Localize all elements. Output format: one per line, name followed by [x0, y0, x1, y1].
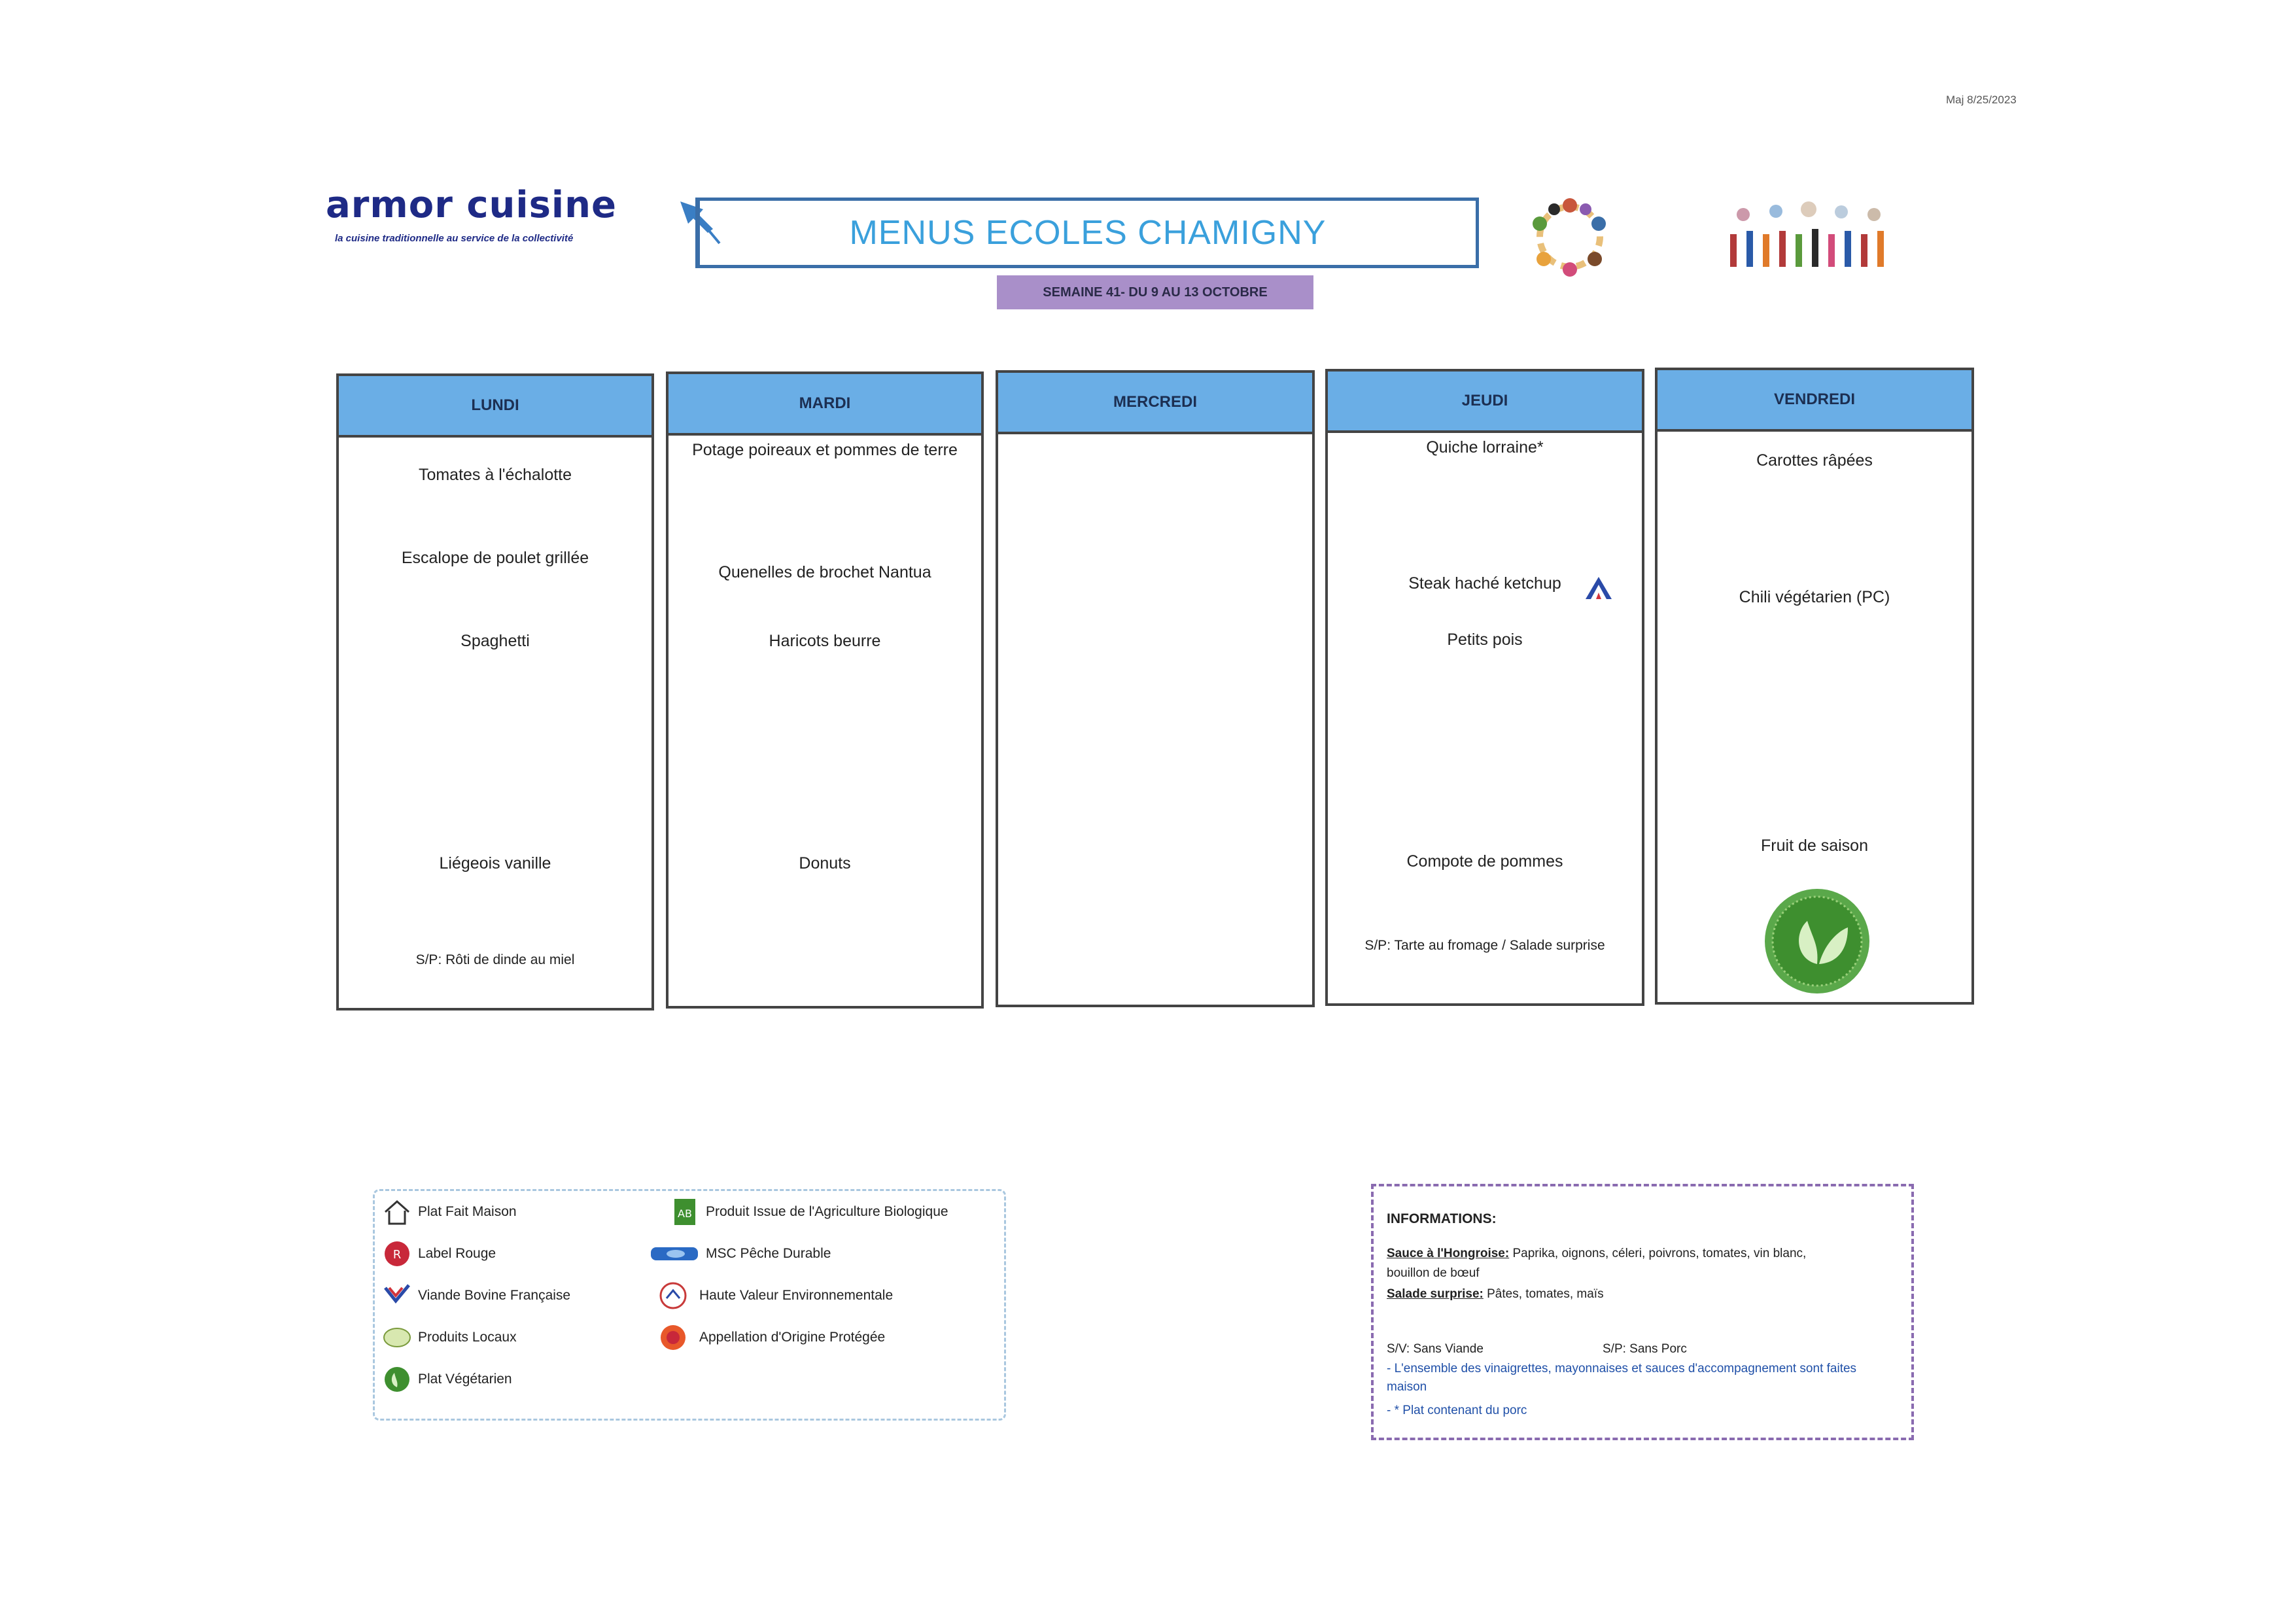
viande-bovine-icon	[383, 1281, 411, 1310]
menu-item: Spaghetti	[460, 632, 530, 650]
legend-item	[653, 1281, 893, 1310]
brand-tagline: la cuisine traditionnelle au service de la collectivité	[335, 233, 574, 244]
maison-note-2: maison	[1387, 1380, 1427, 1394]
menu-item: Tomates à l'échalotte	[418, 466, 572, 484]
substitute-note: S/P: Tarte au fromage / Salade surprise	[1364, 938, 1605, 953]
children-group-image	[1717, 195, 1903, 273]
svg-text:R: R	[392, 1248, 402, 1262]
legend-label: Viande Bovine Française	[418, 1288, 571, 1303]
hve-icon	[653, 1281, 693, 1310]
information-box	[1371, 1184, 1914, 1440]
menu-item: Carottes râpées	[1756, 451, 1873, 470]
sauce-label: Sauce à l'Hongroise:	[1387, 1247, 1510, 1260]
label-rouge-icon	[383, 1239, 411, 1268]
legend-item	[383, 1239, 496, 1268]
day-header: MERCREDI	[998, 373, 1312, 434]
sauce-text: Paprika, oignons, céleri, poivrons, tomates, vin blanc,	[1509, 1247, 1807, 1260]
french-meat-icon	[1582, 573, 1616, 604]
menu-title-box	[695, 198, 1479, 268]
produits-locaux-icon	[383, 1323, 411, 1352]
msc-fish-icon	[650, 1239, 699, 1268]
week-banner: SEMAINE 41- DU 9 AU 13 OCTOBRE	[997, 275, 1313, 309]
salade-label: Salade surprise:	[1387, 1287, 1484, 1301]
menu-item: Donuts	[799, 854, 851, 872]
legend-item	[383, 1323, 517, 1352]
day-header: MARDI	[668, 374, 981, 436]
legend-label: Produits Locaux	[418, 1330, 517, 1345]
menu-item: Liégeois vanille	[439, 854, 551, 872]
day-column-vendredi	[1655, 368, 1974, 1005]
day-column-mercredi	[996, 370, 1315, 1007]
legend-box	[373, 1189, 1006, 1421]
brand-logo: armor cuisine	[326, 184, 617, 226]
update-stamp: Maj 8/25/2023	[1946, 94, 2017, 106]
day-column-lundi	[336, 373, 654, 1011]
menu-item: Petits pois	[1447, 631, 1523, 649]
menu-item: Haricots beurre	[769, 632, 881, 650]
maison-note: - L'ensemble des vinaigrettes, mayonnaises et sauces d'accompagnement sont faites	[1387, 1362, 1857, 1375]
menu-item: Potage poireaux et pommes de terre	[692, 441, 958, 459]
bio-ab-icon	[670, 1198, 699, 1226]
porc-note: - * Plat contenant du porc	[1387, 1404, 1527, 1417]
day-header: JEUDI	[1328, 371, 1642, 433]
legend-item	[383, 1365, 512, 1394]
substitute-note: S/P: Rôti de dinde au miel	[415, 952, 575, 967]
sans-viande-note: S/V: Sans Viande	[1387, 1342, 1484, 1356]
svg-text:AB: AB	[678, 1207, 692, 1220]
vegetarian-icon	[383, 1365, 411, 1394]
salade-text: Pâtes, tomates, maïs	[1483, 1287, 1604, 1301]
legend-label: Label Rouge	[418, 1246, 496, 1261]
menu-item: Compote de pommes	[1406, 852, 1563, 871]
salade-line	[1387, 1287, 1604, 1302]
legend-label: Appellation d'Origine Protégée	[699, 1330, 886, 1345]
legend-label: Plat Fait Maison	[418, 1204, 517, 1219]
legend-label: MSC Pêche Durable	[706, 1246, 831, 1261]
menu-item: Escalope de poulet grillée	[401, 549, 589, 567]
house-icon	[383, 1198, 411, 1226]
menu-item: Quenelles de brochet Nantua	[718, 563, 931, 581]
vegetarian-leaf-icon	[1756, 887, 1878, 995]
menu-item: Quiche lorraine*	[1426, 438, 1544, 457]
aop-icon	[653, 1323, 693, 1352]
menu-item: Chili végétarien (PC)	[1739, 588, 1890, 606]
legend-item	[653, 1323, 885, 1352]
legend-item	[383, 1198, 517, 1226]
day-column-mardi	[666, 371, 984, 1009]
menu-title: MENUS ECOLES CHAMIGNY	[849, 214, 1327, 252]
day-header: VENDREDI	[1658, 370, 1971, 432]
legend-item	[650, 1239, 831, 1268]
sauce-line	[1387, 1247, 1806, 1261]
sans-porc-note: S/P: Sans Porc	[1603, 1342, 1687, 1356]
legend-label: Produit Issue de l'Agriculture Biologique	[706, 1204, 948, 1219]
info-title: INFORMATIONS:	[1387, 1211, 1497, 1226]
legend-item	[670, 1198, 948, 1226]
day-column-jeudi	[1325, 369, 1644, 1006]
day-header: LUNDI	[339, 376, 651, 438]
menu-item: Steak haché ketchup	[1408, 574, 1561, 593]
legend-item	[383, 1281, 570, 1310]
legend-label: Haute Valeur Environnementale	[699, 1288, 894, 1303]
children-circle-image	[1518, 191, 1622, 283]
sauce-line-2: bouillon de bœuf	[1387, 1266, 1480, 1280]
menu-item: Fruit de saison	[1761, 837, 1868, 855]
legend-label: Plat Végétarien	[418, 1372, 512, 1387]
